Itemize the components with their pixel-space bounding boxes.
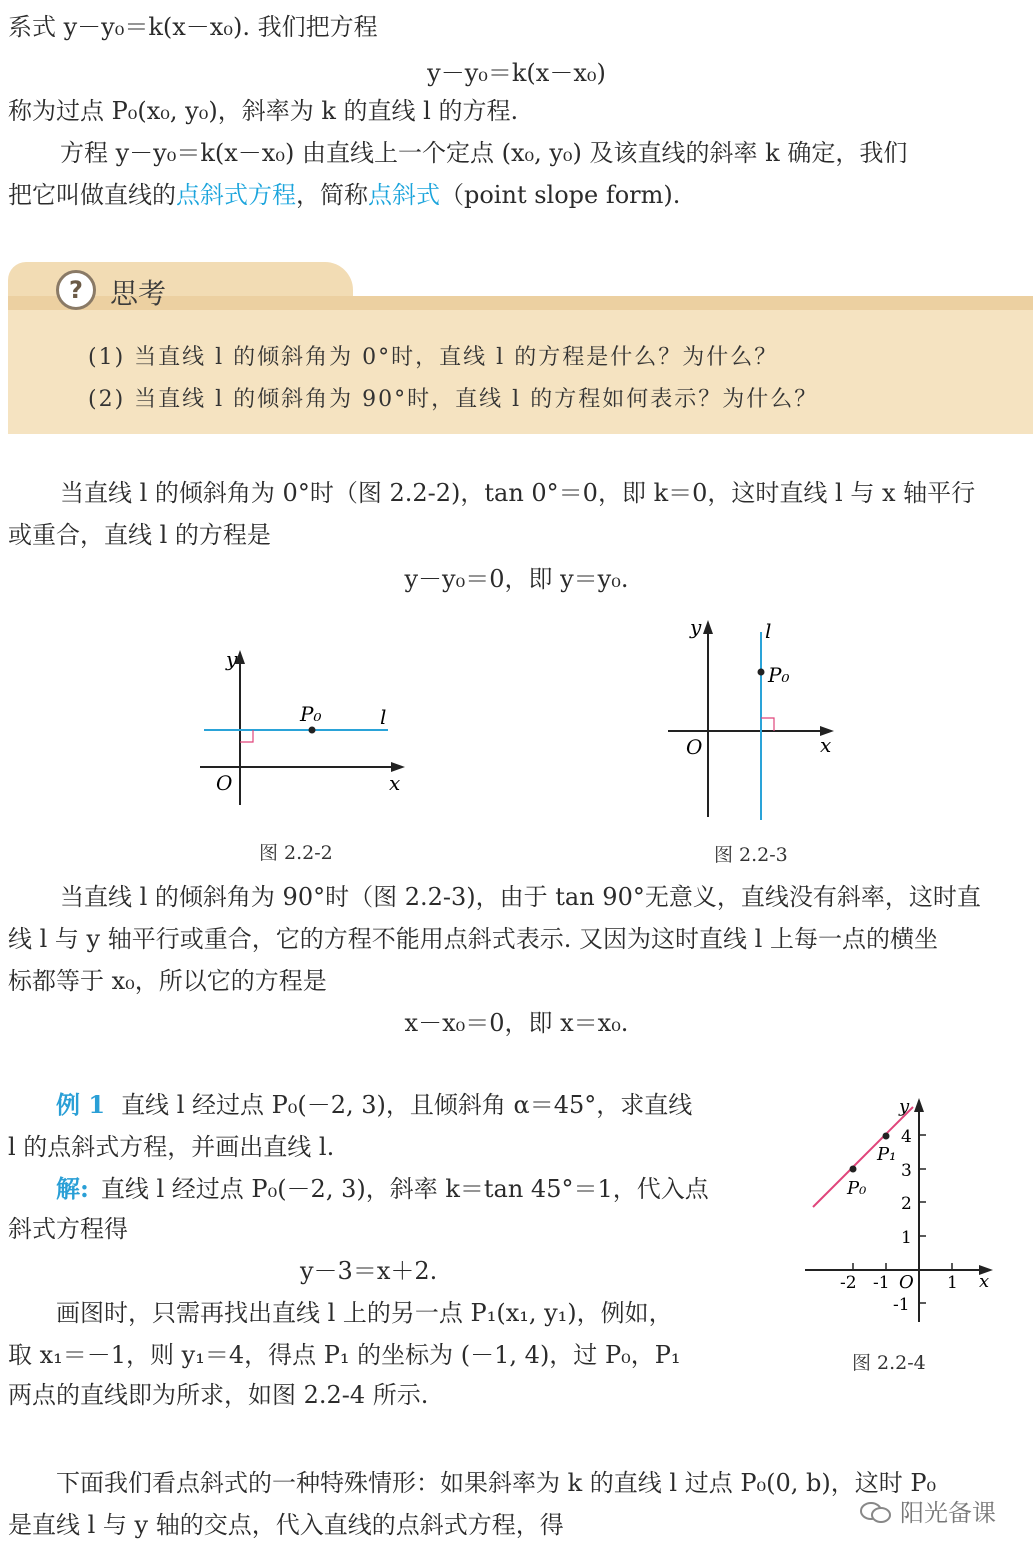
- text-line: [56, 1090, 692, 1120]
- text-line: l 的点斜式方程，并画出直线 l.: [8, 1133, 335, 1161]
- figure-caption: 图 2.2-3: [714, 844, 788, 866]
- x-label: x: [979, 1271, 990, 1292]
- point-p0: [309, 727, 316, 734]
- p0-label: P₀: [300, 702, 322, 726]
- text-line: 或重合，直线 l 的方程是: [8, 521, 271, 549]
- think-question: (1) 当直线 l 的倾斜角为 0°时，直线 l 的方程是什么？为什么？: [88, 345, 779, 370]
- wechat-icon: [860, 1502, 892, 1524]
- solution-label: 解:: [56, 1174, 89, 1203]
- x-label: x: [820, 733, 832, 757]
- equation: y－y₀＝0，即 y＝y₀.: [404, 565, 629, 593]
- text-line: 两点的直线即为所求，如图 2.2-4 所示.: [8, 1381, 429, 1409]
- text-line: 标都等于 x₀，所以它的方程是: [8, 967, 327, 995]
- point-p0: [850, 1166, 857, 1173]
- equation: y－3＝x＋2.: [300, 1257, 438, 1285]
- text-line: 是直线 l 与 y 轴的交点，代入直线的点斜式方程，得: [8, 1511, 564, 1539]
- watermark: [860, 1493, 996, 1528]
- y-tick-label: 4: [901, 1127, 912, 1147]
- text-fragment: 直线 l 经过点 P₀(－2, 3)，斜率 k＝tan 45°＝1，代入点: [100, 1175, 709, 1203]
- text-line: [8, 180, 680, 210]
- watermark-text: 阳光备课: [900, 1499, 996, 1527]
- text-fragment: 直线 l 经过点 P₀(－2, 3)，且倾斜角 α＝45°，求直线: [121, 1091, 693, 1119]
- think-title: 思考: [110, 277, 167, 310]
- p0-label: P₀: [768, 663, 790, 687]
- right-angle-mark: [761, 718, 774, 731]
- origin-label: O: [216, 771, 233, 795]
- line-label: l: [765, 619, 772, 643]
- y-tick-label: 2: [901, 1194, 912, 1214]
- text-line: 斜式方程得: [8, 1215, 128, 1243]
- x-tick-label: 1: [947, 1273, 958, 1293]
- text-line: 称为过点 P₀(x₀, y₀)，斜率为 k 的直线 l 的方程.: [8, 97, 519, 125]
- origin-label: O: [686, 735, 703, 759]
- x-tick-label: -1: [873, 1273, 890, 1293]
- y-axis-arrow: [914, 1098, 924, 1112]
- point-p1: [883, 1133, 890, 1140]
- equation: x－x₀＝0，即 x＝x₀.: [404, 1009, 629, 1037]
- y-ticks: [919, 1135, 926, 1303]
- text-line: [56, 1174, 709, 1204]
- y-axis-arrow: [703, 620, 713, 634]
- y-label: y: [690, 615, 702, 639]
- x-label: x: [389, 771, 401, 795]
- figure-2-2-4: [795, 1090, 1005, 1325]
- text-line: 当直线 l 的倾斜角为 0°时（图 2.2-2)，tan 0°＝0，即 k＝0，这时直线 l 与 x 轴平行: [60, 479, 976, 507]
- y-tick-label: 3: [901, 1161, 912, 1181]
- equation: y－y₀＝k(x－x₀): [427, 59, 606, 87]
- question-icon: ?: [56, 270, 96, 310]
- p1-label: P₁: [877, 1144, 897, 1165]
- key-term: 点斜式: [368, 181, 440, 209]
- y-tick-label: 1: [901, 1228, 912, 1248]
- text-line: 取 x₁＝－1，则 y₁＝4，得点 P₁ 的坐标为 (－1, 4)，过 P₀，P₁: [8, 1341, 681, 1369]
- text-line: 下面我们看点斜式的一种特殊情形：如果斜率为 k 的直线 l 过点 P₀(0, b)，这时 P₀: [56, 1469, 937, 1497]
- line-label: l: [380, 705, 387, 729]
- origin-label: O: [899, 1272, 914, 1293]
- p0-label: P₀: [847, 1178, 867, 1199]
- figure-2-2-2: [190, 640, 420, 820]
- text-line: 方程 y－y₀＝k(x－x₀) 由直线上一个定点 (x₀, y₀) 及该直线的斜率 k 确定，我们: [60, 139, 908, 167]
- text-line: 当直线 l 的倾斜角为 90°时（图 2.2-3)，由于 tan 90°无意义，直线没有斜率，这时直: [60, 883, 981, 911]
- y-label: y: [899, 1096, 910, 1117]
- point-p0: [758, 669, 765, 676]
- figure-2-2-3: [660, 612, 860, 822]
- text-fragment: （point slope form).: [440, 181, 681, 209]
- text-fragment: ，简称: [296, 181, 368, 209]
- text-fragment: 把它叫做直线的: [8, 181, 176, 209]
- text-line: 系式 y－y₀＝k(x－x₀). 我们把方程: [8, 13, 378, 41]
- text-line: 画图时，只需再找出直线 l 上的另一点 P₁(x₁, y₁)，例如，: [56, 1299, 673, 1327]
- think-question: (2) 当直线 l 的倾斜角为 90°时，直线 l 的方程如何表示？为什么？: [88, 387, 819, 412]
- figure-caption: 图 2.2-2: [259, 842, 333, 864]
- y-label: y: [226, 647, 238, 671]
- figure-caption: 图 2.2-4: [852, 1352, 926, 1374]
- example-label: 例 1: [56, 1090, 106, 1119]
- key-term: 点斜式方程: [176, 181, 296, 209]
- x-tick-label: -2: [840, 1273, 857, 1293]
- y-tick-label: -1: [893, 1295, 910, 1315]
- x-ticks: [853, 1263, 952, 1270]
- right-angle-mark: [240, 730, 253, 742]
- text-line: 线 l 与 y 轴平行或重合，它的方程不能用点斜式表示. 又因为这时直线 l 上每一点的横坐: [8, 925, 938, 953]
